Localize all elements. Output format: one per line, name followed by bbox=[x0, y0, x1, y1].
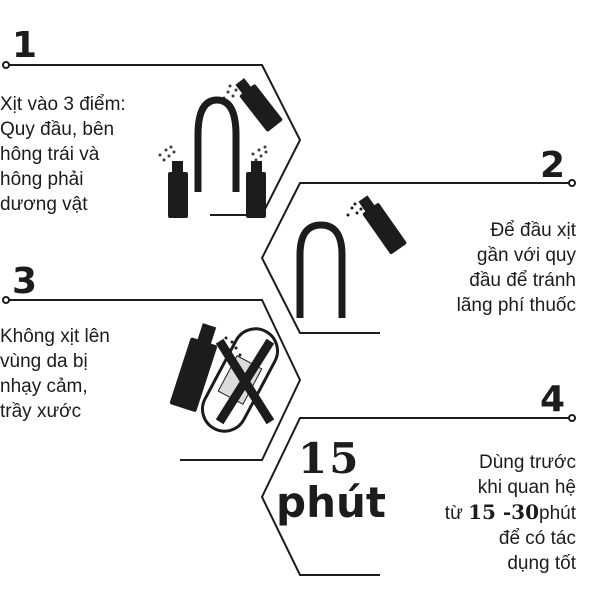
timer-unit: phút bbox=[276, 478, 386, 527]
step-2-line: Để đầu xịt bbox=[490, 220, 576, 241]
step-2-line: lãng phí thuốc bbox=[456, 295, 576, 316]
step-4-line: dụng tốt bbox=[507, 553, 576, 574]
step-4-range: 15 -30 bbox=[468, 500, 540, 524]
connector-dot-3 bbox=[3, 297, 9, 303]
step-1-text bbox=[0, 92, 126, 217]
illustration-no-spray-damaged-skin bbox=[169, 321, 285, 439]
connector-dot-4 bbox=[569, 415, 575, 421]
step-4-line: khi quan hệ bbox=[477, 477, 576, 498]
step-1-line: hông trái và bbox=[0, 144, 100, 165]
connector-dot-1 bbox=[3, 62, 9, 68]
step-2-number: 2 bbox=[540, 145, 566, 186]
step-1-line: Xịt vào 3 điểm: bbox=[0, 94, 126, 115]
step-3-line: nhạy cảm, bbox=[0, 376, 88, 397]
step-4-number: 4 bbox=[540, 379, 566, 420]
step-4-line-duration bbox=[445, 500, 576, 526]
step-3-line: Không xịt lên bbox=[0, 326, 110, 347]
step-4-line: Dùng trước bbox=[479, 452, 576, 473]
step-3-line: trầy xước bbox=[0, 401, 82, 422]
step-4-text bbox=[445, 450, 576, 576]
step-3-line: vùng da bị bbox=[0, 351, 88, 372]
step-4-suffix: phút bbox=[539, 503, 576, 524]
timer-value: 15 bbox=[298, 434, 361, 483]
connector-dot-2 bbox=[569, 180, 575, 186]
step-1-line: hông phải bbox=[0, 169, 84, 190]
step-2-line: đầu để tránh bbox=[469, 270, 576, 291]
illustration-spray-three-points bbox=[159, 75, 284, 218]
step-1-line: Quy đầu, bên bbox=[0, 119, 115, 140]
step-1-number: 1 bbox=[12, 25, 38, 66]
step-2-line: gần với quy bbox=[476, 245, 576, 266]
step-3-text bbox=[0, 324, 110, 424]
step-4-prefix: từ bbox=[444, 503, 463, 524]
step-1-line: dương vật bbox=[0, 194, 88, 215]
step-4-line: để có tác bbox=[498, 528, 576, 549]
step-2-text bbox=[457, 218, 576, 318]
illustration-spray-close bbox=[300, 193, 407, 318]
step-3-number: 3 bbox=[12, 261, 38, 302]
